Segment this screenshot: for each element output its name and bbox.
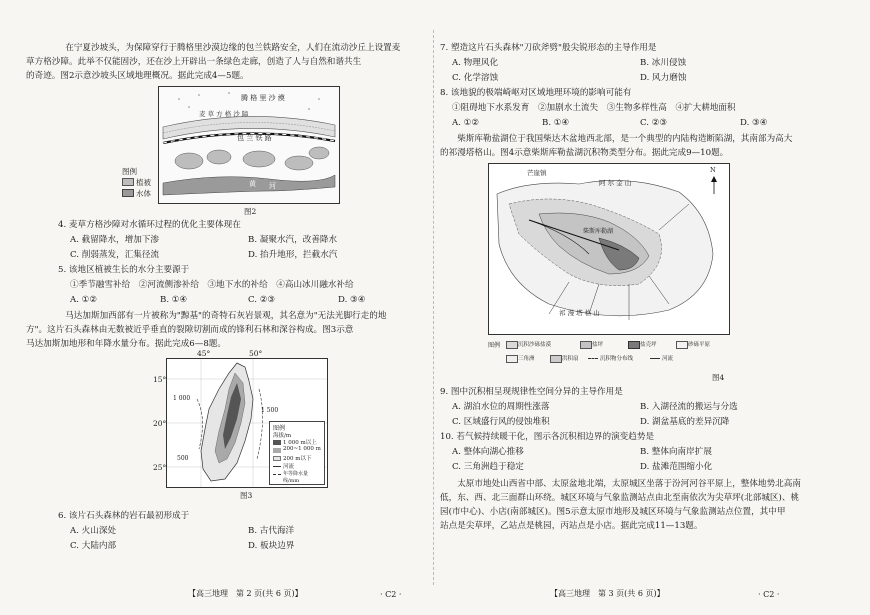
- fig3-legend-river: 河流: [283, 464, 295, 470]
- legend-swatch: [628, 341, 640, 349]
- intro-line: 的祁漫塔格山。图4示意柴斯库勒盐湖沉积物类型分布。据此完成9—10题。: [440, 148, 729, 158]
- q10-option-a: A. 整体向湖心推移: [452, 447, 524, 457]
- intro-line: 的奇迹。图2示意沙坡头区域地理概况。据此完成4—5题。: [26, 71, 249, 81]
- q8-items: ①阻碍地下水系发育 ②加剧水土流失 ③生物多样性高 ④扩大耕地面积: [452, 103, 736, 113]
- fig4-legend-item: 沉积物分布线: [600, 356, 634, 362]
- intro2-line: 方"。这片石头森林由无数被近乎垂直的裂隙切割而成的锋利石林和深谷构成。图3示意: [26, 325, 354, 335]
- legend-swatch: [550, 355, 562, 363]
- fig2-legend-vegetation: 植被: [136, 178, 151, 187]
- lat-label-25: 25°: [153, 463, 167, 472]
- figure-3-caption: 图3: [240, 491, 253, 500]
- q5-items: ①季节融雪补给 ②河流侧渗补给 ③地下水的补给 ④高山冰川融水补给: [70, 280, 354, 290]
- q9-option-b: B. 入湖径流的搬运与分选: [640, 402, 738, 412]
- fig3-legend-low: 200 m以下: [283, 456, 312, 462]
- footer-page-info: 【高三地理 第 3 页(共 6 页)】: [550, 589, 665, 598]
- fig4-legend-item: 盐壳坪: [640, 342, 657, 348]
- question-7-stem: 7. 塑造这片石头森林"刀砍斧劈"般尖锐形态的主导作用是: [440, 43, 657, 53]
- legend-line-river: [273, 466, 281, 467]
- fig4-legend-item: 三角洲: [518, 356, 535, 362]
- label-river-2: 河: [269, 182, 276, 190]
- question-6-stem: 6. 该片石头森林的岩石最初形成于: [58, 511, 190, 521]
- intro2-line: 马达加斯加西部有一片被称为"黥基"的奇特石灰岩景观，其名意为"无法光脚行走的地: [48, 311, 387, 321]
- figure-4-salt-lake-map: [488, 163, 730, 335]
- q6-option-c: C. 大陆内部: [70, 541, 117, 551]
- legend-swatch-mid: [273, 448, 281, 453]
- north-arrow-label: N: [710, 166, 716, 174]
- legend-line: [588, 358, 598, 359]
- legend-swatch: [506, 341, 518, 349]
- legend-swatch-high: [273, 440, 281, 445]
- intro2-line: 园(市中心)、小店(南部城区)。图5示意太原市地形及城区环境与气象监测站点位置，其中甲: [440, 507, 786, 517]
- legend-swatch: [506, 355, 518, 363]
- q5-option-a: A. ①②: [70, 295, 98, 305]
- q6-option-d: D. 板块边界: [248, 541, 295, 551]
- fig3-elev-label: 海拔/m: [273, 433, 292, 439]
- fig4-legend-item: 河流: [662, 356, 674, 362]
- lon-label-50: 50°: [249, 349, 263, 358]
- q5-option-c: C. ②③: [248, 295, 276, 305]
- figure-4-caption: 图4: [712, 373, 725, 382]
- figure-3-madagascar-map: [153, 349, 328, 488]
- label-altun-mountains: 阿 尔 金 山: [599, 179, 632, 187]
- intro2-line: 站点是尖草坪，乙站点是桃园，丙站点是小店。据此完成11—13题。: [440, 521, 703, 531]
- isohyet-label: 1 500: [261, 407, 279, 414]
- lat-label-20: 20°: [153, 419, 167, 428]
- q8-option-a: A. ①②: [452, 118, 480, 128]
- label-railway: 包 兰 铁 路: [237, 134, 272, 142]
- q10-option-c: C. 三角洲趋于稳定: [452, 462, 524, 472]
- q5-option-d: D. ③④: [338, 295, 366, 305]
- figure-2-shapotou-map: [158, 86, 340, 204]
- q9-option-c: C. 区域盛行风的侵蚀堆积: [452, 417, 550, 427]
- q4-option-c: C. 削弱蒸发，汇集径流: [70, 250, 160, 260]
- footer-page-info: 【高三地理 第 2 页(共 6 页)】: [188, 589, 303, 598]
- figure-4-graphic: [489, 164, 729, 334]
- q8-option-c: C. ②③: [640, 118, 668, 128]
- label-river-1: 黄: [249, 180, 256, 188]
- legend-swatch-low: [273, 456, 281, 461]
- lon-label-45: 45°: [197, 349, 211, 358]
- question-5-stem: 5. 该地区植被生长的水分主要源于: [58, 265, 190, 275]
- isohyet-label: 500: [177, 455, 189, 462]
- fig3-legend-mid: 200~1 000 m: [283, 446, 321, 452]
- legend-swatch: [580, 341, 592, 349]
- question-10-stem: 10. 若气候持续暖干化，图示各沉积相边界的演变趋势是: [440, 432, 655, 442]
- legend-line-isohyet: [273, 474, 281, 475]
- label-chaisikule-lake: 柴斯库勒湖: [583, 228, 614, 235]
- fig4-legend-item: 盐坪: [592, 342, 604, 348]
- legend-line: [650, 358, 660, 359]
- q8-option-b: B. ①④: [542, 118, 570, 128]
- fig4-legend-item: 沉积沙砾盐漠: [518, 342, 552, 348]
- intro2-line: 太原市地处山西省中部、太原盆地北端，太原城区坐落于汾河河谷平原上，整体地势北高南: [440, 479, 801, 489]
- left-page: [18, 0, 438, 615]
- fig4-legend-title: 图例: [488, 342, 501, 349]
- question-8-stem: 8. 该地貌的极端崎岖对区域地理环境的影响可能有: [440, 88, 632, 98]
- q10-option-d: D. 盐滩范围缩小化: [640, 462, 713, 472]
- q4-option-b: B. 凝聚水汽，改善降水: [248, 235, 338, 245]
- q7-option-b: B. 冰川侵蚀: [640, 58, 687, 68]
- question-9-stem: 9. 图中沉积相呈现规律性空间分异的主导作用是: [440, 387, 623, 397]
- q4-option-d: D. 抬升地形，拦截水汽: [248, 250, 338, 260]
- fig2-legend-title: 图例: [122, 167, 137, 176]
- q7-option-d: D. 风力磨蚀: [640, 73, 687, 83]
- legend-swatch-water: [122, 189, 134, 197]
- footer-code: · C2 ·: [380, 590, 402, 599]
- fig3-legend-high: 1 000 m以上: [283, 440, 317, 446]
- label-mangya-town: 芒崖镇: [527, 169, 547, 177]
- figure-3-legend: [269, 421, 325, 485]
- label-straw-grid: 麦 草 方 格 沙 障: [199, 110, 249, 118]
- q9-option-d: D. 湖盆基底的差异沉降: [640, 417, 730, 427]
- fig4-legend-item: 洪积扇: [562, 356, 579, 362]
- q6-option-a: A. 火山深处: [70, 526, 117, 536]
- figure-4-legend: [488, 338, 728, 368]
- intro-line: 草方格沙障。此举不仅能固沙，还在沙上开辟出一条绿色走廊，创造了人与自然和谐共生: [26, 57, 362, 67]
- fig3-legend-title: 图例: [273, 425, 286, 432]
- label-qimantag-mountains: 祁 漫 塔 格 山: [559, 309, 600, 317]
- lat-label-15: 15°: [153, 375, 167, 384]
- intro-line: 柴斯库勒盐湖位于我国柴达木盆地西北部，是一个典型的内陆构造断陷湖，其南部为高大: [440, 134, 793, 144]
- intro2-line: 马达加斯加地形和年降水量分布。据此完成6—8题。: [26, 339, 226, 349]
- q9-option-a: A. 湖泊水位的周期性涨落: [452, 402, 550, 412]
- q7-option-a: A. 物理风化: [452, 58, 499, 68]
- q5-option-b: B. ①④: [160, 295, 188, 305]
- q8-option-d: D. ③④: [740, 118, 768, 128]
- isohyet-label: 1 000: [173, 395, 191, 402]
- q7-option-c: C. 化学溶蚀: [452, 73, 499, 83]
- footer-code: · C2 ·: [758, 590, 780, 599]
- label-tengger-desert: 腾 格 里 沙 漠: [241, 94, 285, 102]
- figure-2-caption: 图2: [244, 207, 257, 216]
- right-page: [440, 0, 860, 615]
- question-4-stem: 4. 麦草方格沙障对水循环过程的优化主要体现在: [58, 220, 241, 230]
- intro-line: 在宁夏沙坡头，为保障穿行于腾格里沙漠边缘的包兰铁路安全，人们在流动沙丘上设置麦: [48, 43, 401, 53]
- fig3-legend-isohyet: 年等降水量线/mm: [283, 471, 309, 484]
- legend-swatch-vegetation: [122, 178, 134, 186]
- q4-option-a: A. 截留降水，增加下渗: [70, 235, 160, 245]
- intro2-line: 低，东、西、北三面群山环绕。城区环境与气象监测站点由北至南依次为尖草坪(北部城区)、桃: [440, 493, 800, 503]
- fig4-legend-item: 砂砾平原: [688, 342, 711, 348]
- q10-option-b: B. 整体向南岸扩展: [640, 447, 712, 457]
- q6-option-b: B. 古代海洋: [248, 526, 295, 536]
- legend-swatch: [676, 341, 688, 349]
- fig2-legend-water: 水体: [136, 189, 151, 198]
